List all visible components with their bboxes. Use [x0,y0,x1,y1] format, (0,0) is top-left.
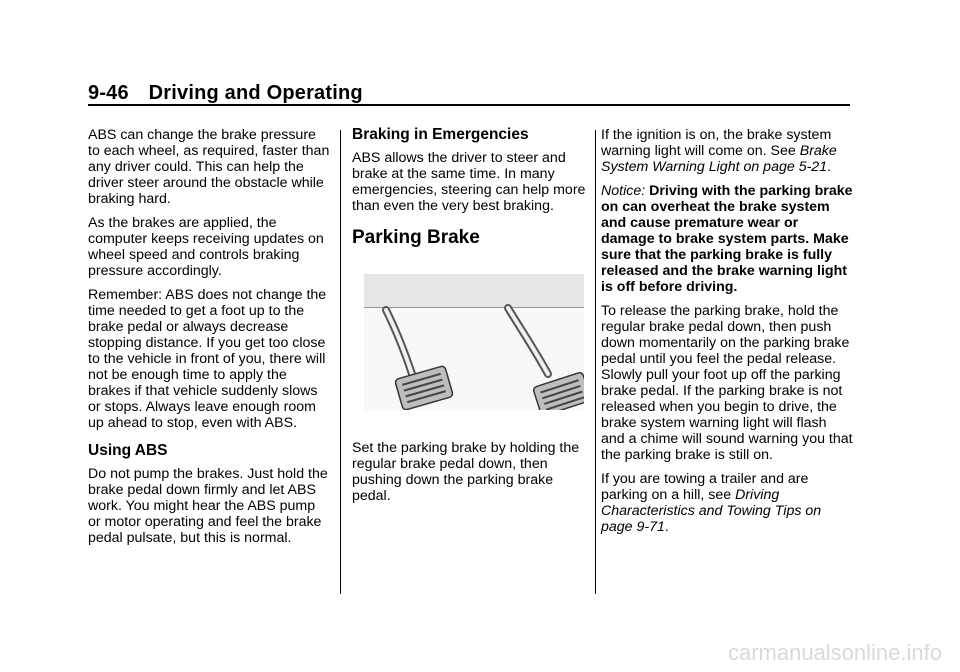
parking-brake-paragraph: Set the parking brake by holding the regular brake pedal down, then pushing down the parking brake pedal. [352,440,580,504]
page-header [88,82,363,105]
release-paragraph: To release the parking brake, hold the regular brake pedal down, then push down momentarily on the parking brake pedal until you feel the pedal release. Slowly pull your foot up off the parking brake pedal. If the parking brake is not released when you begin to drive, the brake system warning light will flash and a chime will sound warning you that the parking brake is still on. [601,303,853,463]
braking-emergencies-paragraph: ABS allows the driver to steer and brake at the same time. In many emergencies, steering can help more than even the very best braking. [352,150,586,214]
column-divider-1 [340,130,341,594]
pedals-illustration [364,274,584,410]
abs-paragraph-3: Remember: ABS does not change the time needed to get a foot up to the brake pedal or always decrease stopping distance. If you get too close to the vehicle in front of you, there will not be enough time to apply the brakes if that vehicle suddenly slows or stops. Always leave enough room up ahead to stop, even with ABS. [88,287,327,431]
towing-paragraph: If you are towing a trailer and are parking on a hill, see Driving Characteristics and Towing Tips on page 9-71. [601,471,822,535]
notice-paragraph [601,183,853,295]
column-right [601,127,853,543]
header-rule [88,104,850,106]
abs-paragraph-1: ABS can change the brake pressure to each wheel, as required, faster than any driver could. This can help the driver steer around the obstacle while braking hard. [88,127,330,207]
notice-label: Notice: [601,183,646,199]
parking-brake-heading: Parking Brake [352,227,480,248]
chapter-title: Driving and Operating [148,82,363,104]
brake-warning-light-link[interactable]: Brake System Warning Light on page 5-21 [601,143,837,175]
braking-emergencies-heading: Braking in Emergencies [352,126,529,143]
using-abs-heading: Using ABS [88,442,168,459]
towing-tips-link[interactable]: Driving Characteristics and Towing Tips on page 9-71 [601,487,822,535]
warning-light-paragraph: If the ignition is on, the brake system warning light will come on. See Brake System Warning Light on page 5-21. [601,127,837,175]
watermark: carmanualsonline.info [727,640,942,665]
notice-text: Driving with the parking brake on can overheat the brake system and cause premature wear or damage to brake system parts. Make sure that the parking brake is fully released and the brake warning light is off before driving. [601,183,853,295]
dash-panel [364,274,584,308]
column-divider-2 [595,130,596,594]
column-middle [352,127,588,512]
abs-paragraph-2: As the brakes are applied, the computer keeps receiving updates on wheel speed and controls braking pressure accordingly. [88,215,324,279]
page-number: 9-46 [88,82,129,104]
column-left [88,127,330,554]
using-abs-paragraph: Do not pump the brakes. Just hold the brake pedal down firmly and let ABS work. You might hear the ABS pump or motor operating and feel the brake pedal pulsate, but this is normal. [88,466,328,546]
